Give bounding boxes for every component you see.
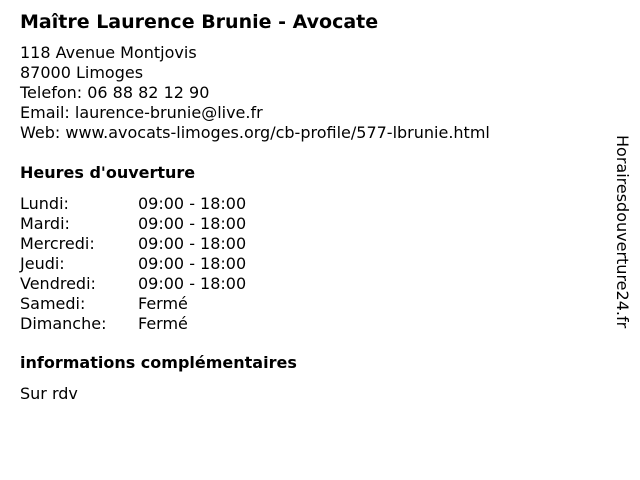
- day-label: Dimanche:: [20, 314, 107, 333]
- time-value: 09:00 - 18:00: [138, 274, 247, 293]
- opening-hours-heading: Heures d'ouverture: [20, 163, 196, 182]
- day-label: Vendredi:: [20, 274, 96, 293]
- address-city: 87000 Limoges: [20, 63, 144, 82]
- time-value: 09:00 - 18:00: [138, 254, 247, 273]
- website-url: Web: www.avocats-limoges.org/cb-profile/577-lbrunie.html: [20, 123, 490, 142]
- watermark: [612, 135, 634, 371]
- day-label: Samedi:: [20, 294, 86, 313]
- time-value: 09:00 - 18:00: [138, 194, 247, 213]
- day-label: Jeudi:: [20, 254, 65, 273]
- email-address: Email: laurence-brunie@live.fr: [20, 103, 263, 122]
- additional-info-text: Sur rdv: [20, 384, 78, 403]
- day-label: Mardi:: [20, 214, 70, 233]
- time-value: Fermé: [138, 294, 188, 313]
- page-title: Maître Laurence Brunie - Avocate: [20, 11, 379, 33]
- phone-number: Telefon: 06 88 82 12 90: [20, 83, 210, 102]
- contact-block: [20, 43, 490, 143]
- additional-info-heading: informations complémentaires: [20, 353, 297, 372]
- watermark-text: Horairesdouverture24.fr: [613, 135, 632, 329]
- day-label: Mercredi:: [20, 234, 95, 253]
- time-value: Fermé: [138, 314, 188, 333]
- day-label: Lundi:: [20, 194, 69, 213]
- address-street: 118 Avenue Montjovis: [20, 43, 197, 62]
- time-value: 09:00 - 18:00: [138, 234, 247, 253]
- time-value: 09:00 - 18:00: [138, 214, 247, 233]
